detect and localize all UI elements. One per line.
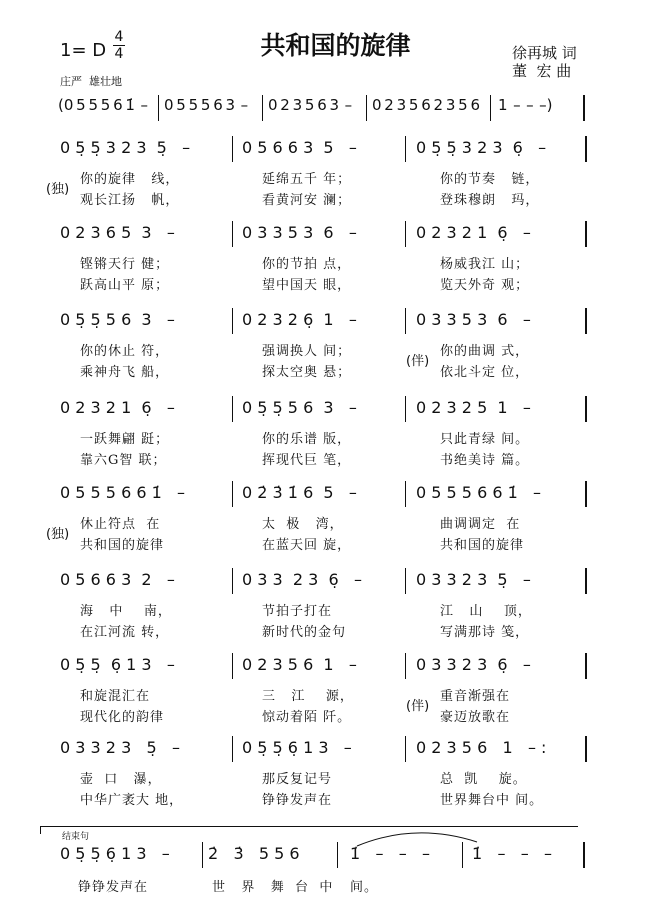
ending-bracket xyxy=(40,826,41,834)
measure: 0 5̣ 5̣ 6̣ 1 3 – xyxy=(242,738,352,757)
measure: 0 2 3 2 1 6̣ – xyxy=(60,398,175,417)
intro-measure: (0 5 5 5 6 1̇ – xyxy=(58,96,148,114)
part-marking: (伴) xyxy=(406,699,430,714)
lyric-verse-1: 总 凯 旋。 xyxy=(440,772,527,787)
ending-label: 结束句 xyxy=(62,832,90,842)
barline xyxy=(337,842,338,868)
lyric-verse-2: 览天外奇 观； xyxy=(440,278,530,293)
measure: 0 2 3 6 5 3 – xyxy=(60,223,175,242)
barline xyxy=(202,842,203,868)
intro-measure: 0 2 3 5 6 2 3 5 6 xyxy=(372,96,481,114)
barline xyxy=(585,481,587,507)
barline xyxy=(158,95,159,121)
barline xyxy=(232,396,233,422)
barline xyxy=(405,396,406,422)
lyric-verse-2: 观长江扬 帆， xyxy=(80,193,180,208)
measure: 0 5 6 6 3 5 – xyxy=(242,138,357,157)
lyric-verse-1: 一跃舞翩 跹； xyxy=(80,432,170,447)
lyric-verse-1: 太 极 湾， xyxy=(262,517,344,532)
lyric-verse-2: 探太空奥 悬； xyxy=(262,365,352,380)
measure: 0 3 3 2 3 5̣ – xyxy=(416,570,531,589)
lyric-verse-1: 你的乐谱 版， xyxy=(262,432,352,447)
lyric-verse-1: 壶 口 瀑， xyxy=(80,772,162,787)
lyricist: 徐再城 词 xyxy=(512,44,577,62)
barline xyxy=(585,736,587,762)
lyric-verse-2: 世界舞台中 间。 xyxy=(440,793,544,808)
lyric-verse-1: 强调换人 间； xyxy=(262,344,352,359)
barline xyxy=(585,308,587,334)
lyric-verse-1: 曲调调定 在 xyxy=(440,517,521,532)
measure: 0 3 3 5 3 6 – xyxy=(242,223,357,242)
barline xyxy=(583,95,585,121)
measure: 0 2 3 5 6 1 – xyxy=(242,655,357,674)
measure: 0 5̣ 5̣ 3 2 3 5̣ – xyxy=(60,138,191,157)
lyric: 间。 xyxy=(350,880,379,895)
measure: 0 3 3 2 3 5̣ – xyxy=(60,738,180,757)
lyric-verse-1: 和旋混汇在 xyxy=(80,689,151,704)
barline xyxy=(232,221,233,247)
barline xyxy=(232,481,233,507)
measure: 0 5 5 5 6 6 1̇ – xyxy=(60,483,186,502)
barline xyxy=(490,95,491,121)
measure: 0 2̇ 3̇ 1̇ 6 5 – xyxy=(242,483,357,502)
measure: 0 2 3 2 6̣ 1 – xyxy=(242,310,357,329)
lyric-verse-1: 你的休止 符， xyxy=(80,344,170,359)
lyric: 世 界 舞 台 中 xyxy=(212,880,334,895)
measure: 1̇ – – – xyxy=(472,844,552,863)
barline xyxy=(366,95,367,121)
lyric-verse-2: 共和国的旋律 xyxy=(440,538,525,553)
barline xyxy=(405,221,406,247)
lyric-verse-2: 登珠穆朗 玛， xyxy=(440,193,540,208)
lyric-verse-2: 书绝美诗 篇。 xyxy=(440,453,530,468)
lyric-verse-1: 你的节拍 点， xyxy=(262,257,352,272)
measure: 0 5̣ 5̣ 5 6 3 – xyxy=(242,398,357,417)
lyric-verse-2: 新时代的金句 xyxy=(262,625,347,640)
time-signature xyxy=(113,30,125,61)
lyric-verse-2: 共和国的旋律 xyxy=(80,538,165,553)
measure: 0 5 6 6 3 2 – xyxy=(60,570,175,589)
lyric-verse-2: 依北斗定 位， xyxy=(440,365,530,380)
measure: 0 3 3 5 3 6 – xyxy=(416,310,531,329)
barline xyxy=(585,396,587,422)
lyric-verse-1: 海 中 南， xyxy=(80,604,172,619)
measure: 0 2 3 2 5 1 – xyxy=(416,398,531,417)
barline xyxy=(405,136,406,162)
lyric-verse-1: 延绵五千 年； xyxy=(262,172,352,187)
barline xyxy=(405,568,406,594)
lyric-verse-2: 跃高山平 原； xyxy=(80,278,170,293)
time-top: 4 xyxy=(114,29,124,45)
lyric-verse-2: 靠六G智 联； xyxy=(80,453,167,468)
lyric-verse-2: 看黄河安 澜； xyxy=(262,193,352,208)
barline xyxy=(232,308,233,334)
measure: 1̇ – – – xyxy=(350,844,430,863)
lyric-verse-1: 重音渐强在 xyxy=(440,689,511,704)
lyric-verse-2: 乘神舟飞 船， xyxy=(80,365,170,380)
barline xyxy=(262,95,263,121)
measure: 0 3 3 2 3 6̣ – xyxy=(242,570,362,589)
measure: 0 5̣ 5̣ 3 2 3 6̣ – xyxy=(416,138,547,157)
lyric-verse-1: 江 山 顶， xyxy=(440,604,532,619)
ending-bracket xyxy=(40,826,578,827)
barline xyxy=(585,221,587,247)
lyric-verse-2: 在江河流 转， xyxy=(80,625,170,640)
part-marking: (伴) xyxy=(406,354,430,369)
barline xyxy=(232,653,233,679)
lyric-verse-1: 你的旋律 线， xyxy=(80,172,180,187)
measure: 2̇ 3̇ 5 5 6 xyxy=(208,844,300,863)
tie-arc xyxy=(355,828,480,848)
lyric-verse-1: 铿锵天行 健； xyxy=(80,257,170,272)
lyric-verse-2: 在蓝天回 旋， xyxy=(262,538,352,553)
measure: 0 5̣ 5̣ 6̣ 1 3 – xyxy=(60,844,170,863)
lyric-verse-1: 你的曲调 式， xyxy=(440,344,530,359)
barline xyxy=(405,308,406,334)
lyric-verse-2: 豪迈放歌在 xyxy=(440,710,511,725)
time-bottom: 4 xyxy=(114,46,124,62)
part-marking: (独) xyxy=(46,527,70,542)
composer: 董 宏 曲 xyxy=(512,62,572,80)
lyric-verse-1: 只此青绿 间。 xyxy=(440,432,530,447)
lyric-verse-2: 望中国天 眼， xyxy=(262,278,352,293)
lyric-verse-2: 写满那诗 笺， xyxy=(440,625,530,640)
measure: 0 2 3 5 6 1 – : xyxy=(416,738,547,757)
barline xyxy=(232,736,233,762)
barline xyxy=(585,136,587,162)
song-title: 共和国的旋律 xyxy=(260,31,411,60)
barline xyxy=(232,136,233,162)
lyric-verse-1: 三 江 源， xyxy=(262,689,354,704)
lyric-verse-2: 中华广袤大 地， xyxy=(80,793,184,808)
measure: 0 5 5 5 6 6 1̇ – xyxy=(416,483,542,502)
barline xyxy=(585,568,587,594)
key-signature: 1= D xyxy=(60,40,107,61)
barline xyxy=(405,481,406,507)
lyric-verse-1: 节拍子打在 xyxy=(262,604,333,619)
lyric-verse-2: 惊动着陌 阡。 xyxy=(262,710,352,725)
lyric-verse-1: 休止符点 在 xyxy=(80,517,161,532)
barline xyxy=(405,653,406,679)
intro-measure: 1 – – –) xyxy=(498,96,553,114)
lyric-verse-2: 挥现代巨 笔， xyxy=(262,453,352,468)
barline xyxy=(585,653,587,679)
barline xyxy=(232,568,233,594)
measure: 0 3 3 2 3 6̣ – xyxy=(416,655,531,674)
measure: 0 2 3 2 1 6̣ – xyxy=(416,223,531,242)
tempo-marking: 庄严 雄壮地 xyxy=(60,75,122,88)
barline xyxy=(405,736,406,762)
intro-measure: 0 2 3 5 6 3 – xyxy=(268,96,353,114)
barline xyxy=(583,842,585,868)
measure: 0 5̣ 5̣ 5 6 3 – xyxy=(60,310,175,329)
lyric-verse-1: 那反复记号 xyxy=(262,772,333,787)
part-marking: (独) xyxy=(46,182,70,197)
intro-measure: 0 5 5 5 6 3 – xyxy=(164,96,249,114)
lyric-verse-1: 你的节奏 链， xyxy=(440,172,540,187)
lyric-verse-1: 杨威我江 山； xyxy=(440,257,530,272)
lyric-verse-2: 现代化的韵律 xyxy=(80,710,165,725)
measure: 0 5̣ 5̣ 6̣ 1 3 – xyxy=(60,655,175,674)
lyric-verse-2: 铮铮发声在 xyxy=(262,793,333,808)
lyric: 铮铮发声在 xyxy=(78,880,149,895)
